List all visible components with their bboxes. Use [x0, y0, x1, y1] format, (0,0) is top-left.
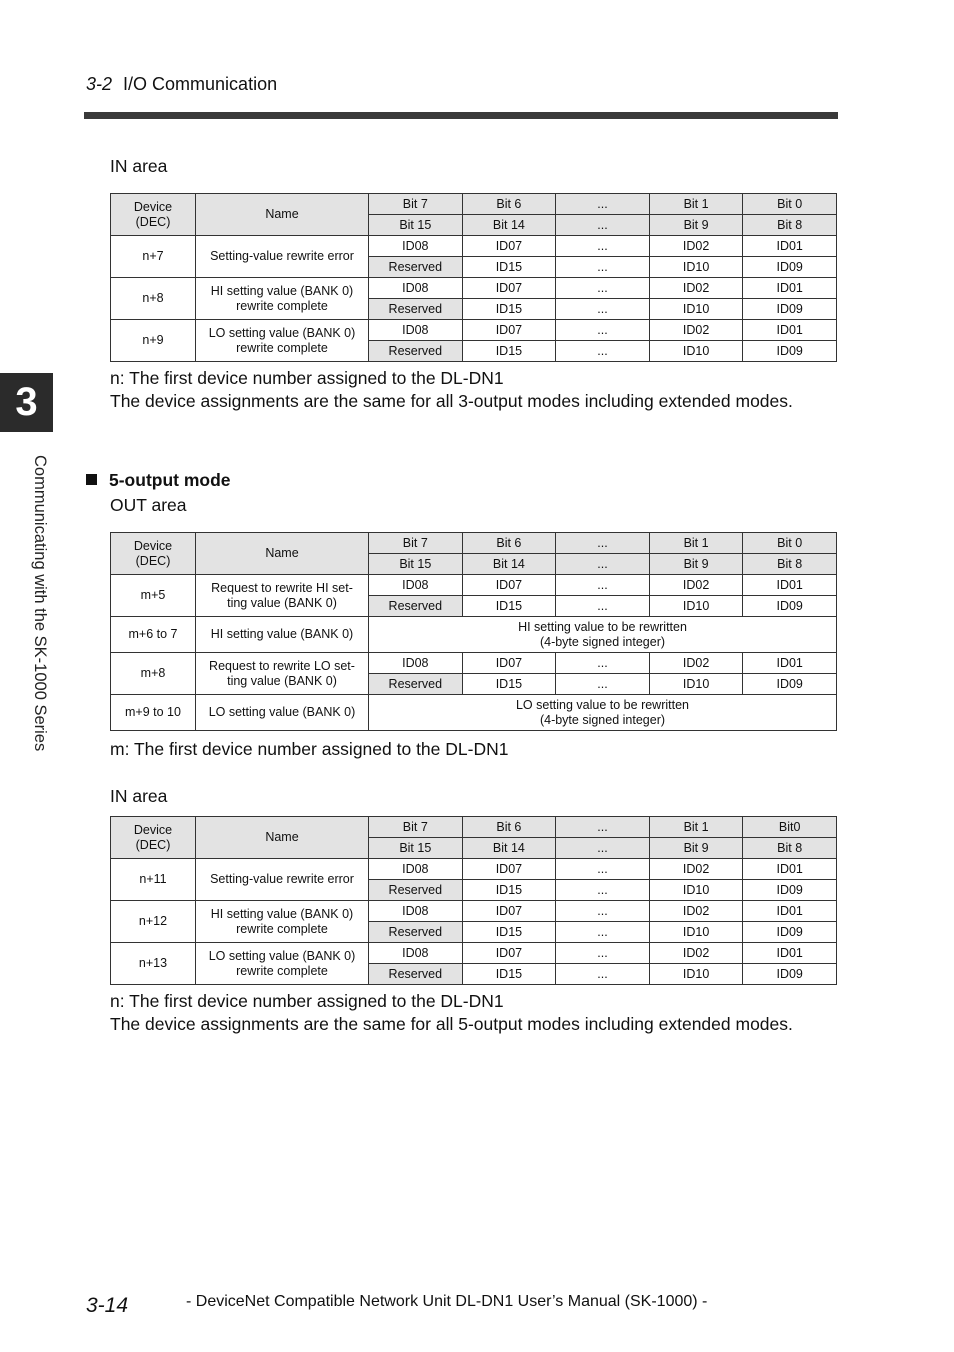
bit-cell: ID07 [462, 320, 556, 341]
bit-cell: ID07 [462, 859, 556, 880]
bit-cell: ... [556, 236, 650, 257]
value-cell: HI setting value to be rewritten (4-byte signed integer) [369, 617, 837, 653]
bit-cell: ... [556, 964, 650, 985]
header-bit: Bit0 [743, 817, 837, 838]
bit-cell: ID02 [649, 236, 743, 257]
table-row [111, 236, 837, 257]
table-row [111, 859, 837, 880]
in-area-label: IN area [110, 786, 168, 806]
bit-cell: ID15 [462, 922, 556, 943]
header-bit: ... [556, 533, 650, 554]
bit-cell: ID15 [462, 880, 556, 901]
name-cell: Request to rewrite LO set- ting value (BANK 0) [196, 653, 369, 695]
bit-cell: ID08 [369, 575, 463, 596]
in-area-table-3out [110, 193, 837, 362]
bit-cell: ID15 [462, 674, 556, 695]
device-cell: m+6 to 7 [111, 617, 196, 653]
header-bit: Bit 7 [369, 533, 463, 554]
bit-cell: ID10 [649, 596, 743, 617]
bit-cell: ID10 [649, 341, 743, 362]
bit-cell: ... [556, 299, 650, 320]
page-header [86, 74, 277, 95]
header-bit: Bit 8 [743, 554, 837, 575]
bit-cell: ID09 [743, 674, 837, 695]
bit-cell: ID10 [649, 674, 743, 695]
bit-cell: ID01 [743, 943, 837, 964]
name-cell: LO setting value (BANK 0) rewrite complete [196, 320, 369, 362]
note-5output [110, 990, 838, 1036]
table-row [111, 943, 837, 964]
bit-cell: ... [556, 922, 650, 943]
bit-cell: ID07 [462, 236, 556, 257]
section-title: I/O Communication [123, 74, 278, 94]
bit-cell: ID07 [462, 278, 556, 299]
header-bit: ... [556, 554, 650, 575]
note-out: m: The first device number assigned to the DL-DN1 [110, 739, 509, 759]
table-row [111, 278, 837, 299]
bit-cell: ID10 [649, 880, 743, 901]
name-cell: Setting-value rewrite error [196, 236, 369, 278]
bit-cell: ... [556, 880, 650, 901]
note-line-2: The device assignments are the same for all 3-output modes including extended modes. [110, 391, 793, 411]
device-cell: m+8 [111, 653, 196, 695]
header-bit: Bit 9 [649, 838, 743, 859]
bit-cell: ID02 [649, 575, 743, 596]
note-line-1: n: The first device number assigned to the DL-DN1 [110, 991, 504, 1011]
bit-cell: ID02 [649, 859, 743, 880]
out-area-label: OUT area [110, 495, 187, 515]
bit-cell: ID07 [462, 943, 556, 964]
bit-cell: Reserved [369, 674, 463, 695]
header-device: Device (DEC) [111, 194, 196, 236]
header-rule [84, 112, 838, 119]
bit-cell: ID01 [743, 653, 837, 674]
bit-cell: ID01 [743, 236, 837, 257]
bit-cell: Reserved [369, 922, 463, 943]
bit-cell: ID01 [743, 901, 837, 922]
header-bit: ... [556, 194, 650, 215]
name-cell: LO setting value (BANK 0) [196, 695, 369, 731]
section-number: 3-2 [86, 74, 113, 94]
bit-cell: ID08 [369, 859, 463, 880]
device-cell: n+7 [111, 236, 196, 278]
table-row [111, 901, 837, 922]
bit-cell: ID15 [462, 257, 556, 278]
device-cell: n+9 [111, 320, 196, 362]
header-bit: ... [556, 215, 650, 236]
bit-cell: Reserved [369, 880, 463, 901]
section-heading [86, 470, 231, 491]
header-name: Name [196, 194, 369, 236]
name-cell: Setting-value rewrite error [196, 859, 369, 901]
device-cell: m+9 to 10 [111, 695, 196, 731]
header-name: Name [196, 533, 369, 575]
header-bit: Bit 8 [743, 838, 837, 859]
header-device: Device (DEC) [111, 533, 196, 575]
header-bit: Bit 6 [462, 533, 556, 554]
bit-cell: ID09 [743, 964, 837, 985]
header-bit: Bit 15 [369, 838, 463, 859]
name-cell: Request to rewrite HI set- ting value (BANK 0) [196, 575, 369, 617]
bit-cell: ... [556, 596, 650, 617]
header-bit: Bit 7 [369, 817, 463, 838]
bit-cell: ID01 [743, 278, 837, 299]
bit-cell: ID09 [743, 880, 837, 901]
name-cell: HI setting value (BANK 0) rewrite complete [196, 278, 369, 320]
bit-cell: ID10 [649, 299, 743, 320]
header-bit: Bit 9 [649, 554, 743, 575]
bit-cell: ID02 [649, 320, 743, 341]
name-cell: HI setting value (BANK 0) [196, 617, 369, 653]
header-bit: ... [556, 838, 650, 859]
page-number: 3-14 [86, 1294, 129, 1317]
header-bit: Bit 6 [462, 817, 556, 838]
note-3output [110, 367, 838, 413]
header-device: Device (DEC) [111, 817, 196, 859]
header-bit: Bit 14 [462, 838, 556, 859]
header-bit: Bit 9 [649, 215, 743, 236]
header-bit: Bit 14 [462, 215, 556, 236]
bit-cell: ID09 [743, 922, 837, 943]
bit-cell: ID10 [649, 964, 743, 985]
bit-cell: ID09 [743, 341, 837, 362]
note-line-2: The device assignments are the same for all 5-output modes including extended modes. [110, 1014, 793, 1034]
header-bit: Bit 0 [743, 194, 837, 215]
header-bit: Bit 1 [649, 533, 743, 554]
bit-cell: Reserved [369, 299, 463, 320]
bit-cell: ID08 [369, 943, 463, 964]
table-row [111, 320, 837, 341]
device-cell: n+11 [111, 859, 196, 901]
bit-cell: ... [556, 859, 650, 880]
bit-cell: ID02 [649, 653, 743, 674]
header-name: Name [196, 817, 369, 859]
bit-cell: ID01 [743, 320, 837, 341]
bit-cell: ... [556, 674, 650, 695]
bit-cell: ... [556, 257, 650, 278]
bit-cell: ID09 [743, 257, 837, 278]
bit-cell: ID07 [462, 575, 556, 596]
section-heading-text: 5-output mode [109, 470, 231, 490]
bit-cell: ... [556, 278, 650, 299]
bit-cell: ID08 [369, 320, 463, 341]
bit-cell: ... [556, 901, 650, 922]
chapter-side-title: Communicating with the SK-1000 Series [31, 455, 49, 752]
bit-cell: Reserved [369, 257, 463, 278]
header-bit: ... [556, 817, 650, 838]
bit-cell: ID02 [649, 901, 743, 922]
bit-cell: Reserved [369, 596, 463, 617]
header-bit: Bit 14 [462, 554, 556, 575]
in-area-label: IN area [110, 156, 168, 176]
header-bit: Bit 1 [649, 817, 743, 838]
note-line-1: n: The first device number assigned to the DL-DN1 [110, 368, 504, 388]
bit-cell: Reserved [369, 964, 463, 985]
bit-cell: ID01 [743, 859, 837, 880]
out-area-table [110, 532, 837, 731]
header-bit: Bit 15 [369, 215, 463, 236]
name-cell: HI setting value (BANK 0) rewrite complete [196, 901, 369, 943]
bit-cell: ... [556, 575, 650, 596]
bullet-square-icon [86, 474, 97, 485]
bit-cell: ID07 [462, 901, 556, 922]
bit-cell: ID15 [462, 596, 556, 617]
in-area-table-5out [110, 816, 837, 985]
chapter-tab: 3 [0, 373, 53, 432]
bit-cell: ID02 [649, 278, 743, 299]
header-bit: Bit 8 [743, 215, 837, 236]
device-cell: n+8 [111, 278, 196, 320]
bit-cell: ID07 [462, 653, 556, 674]
device-cell: m+5 [111, 575, 196, 617]
bit-cell: ID01 [743, 575, 837, 596]
bit-cell: ID09 [743, 299, 837, 320]
bit-cell: ... [556, 320, 650, 341]
header-bit: Bit 15 [369, 554, 463, 575]
bit-cell: ID02 [649, 943, 743, 964]
bit-cell: ID15 [462, 341, 556, 362]
bit-cell: ... [556, 341, 650, 362]
value-cell: LO setting value to be rewritten (4-byte signed integer) [369, 695, 837, 731]
device-cell: n+12 [111, 901, 196, 943]
bit-cell: ID08 [369, 901, 463, 922]
bit-cell: Reserved [369, 341, 463, 362]
header-bit: Bit 0 [743, 533, 837, 554]
bit-cell: ID15 [462, 299, 556, 320]
bit-cell: ID08 [369, 653, 463, 674]
bit-cell: ID15 [462, 964, 556, 985]
header-bit: Bit 7 [369, 194, 463, 215]
name-cell: LO setting value (BANK 0) rewrite complete [196, 943, 369, 985]
header-bit: Bit 1 [649, 194, 743, 215]
device-cell: n+13 [111, 943, 196, 985]
header-bit: Bit 6 [462, 194, 556, 215]
bit-cell: ... [556, 943, 650, 964]
bit-cell: ID08 [369, 278, 463, 299]
footer-title: - DeviceNet Compatible Network Unit DL-DN1 User’s Manual (SK-1000) - [186, 1293, 708, 1310]
bit-cell: ... [556, 653, 650, 674]
bit-cell: ID09 [743, 596, 837, 617]
bit-cell: ID10 [649, 922, 743, 943]
bit-cell: ID08 [369, 236, 463, 257]
bit-cell: ID10 [649, 257, 743, 278]
